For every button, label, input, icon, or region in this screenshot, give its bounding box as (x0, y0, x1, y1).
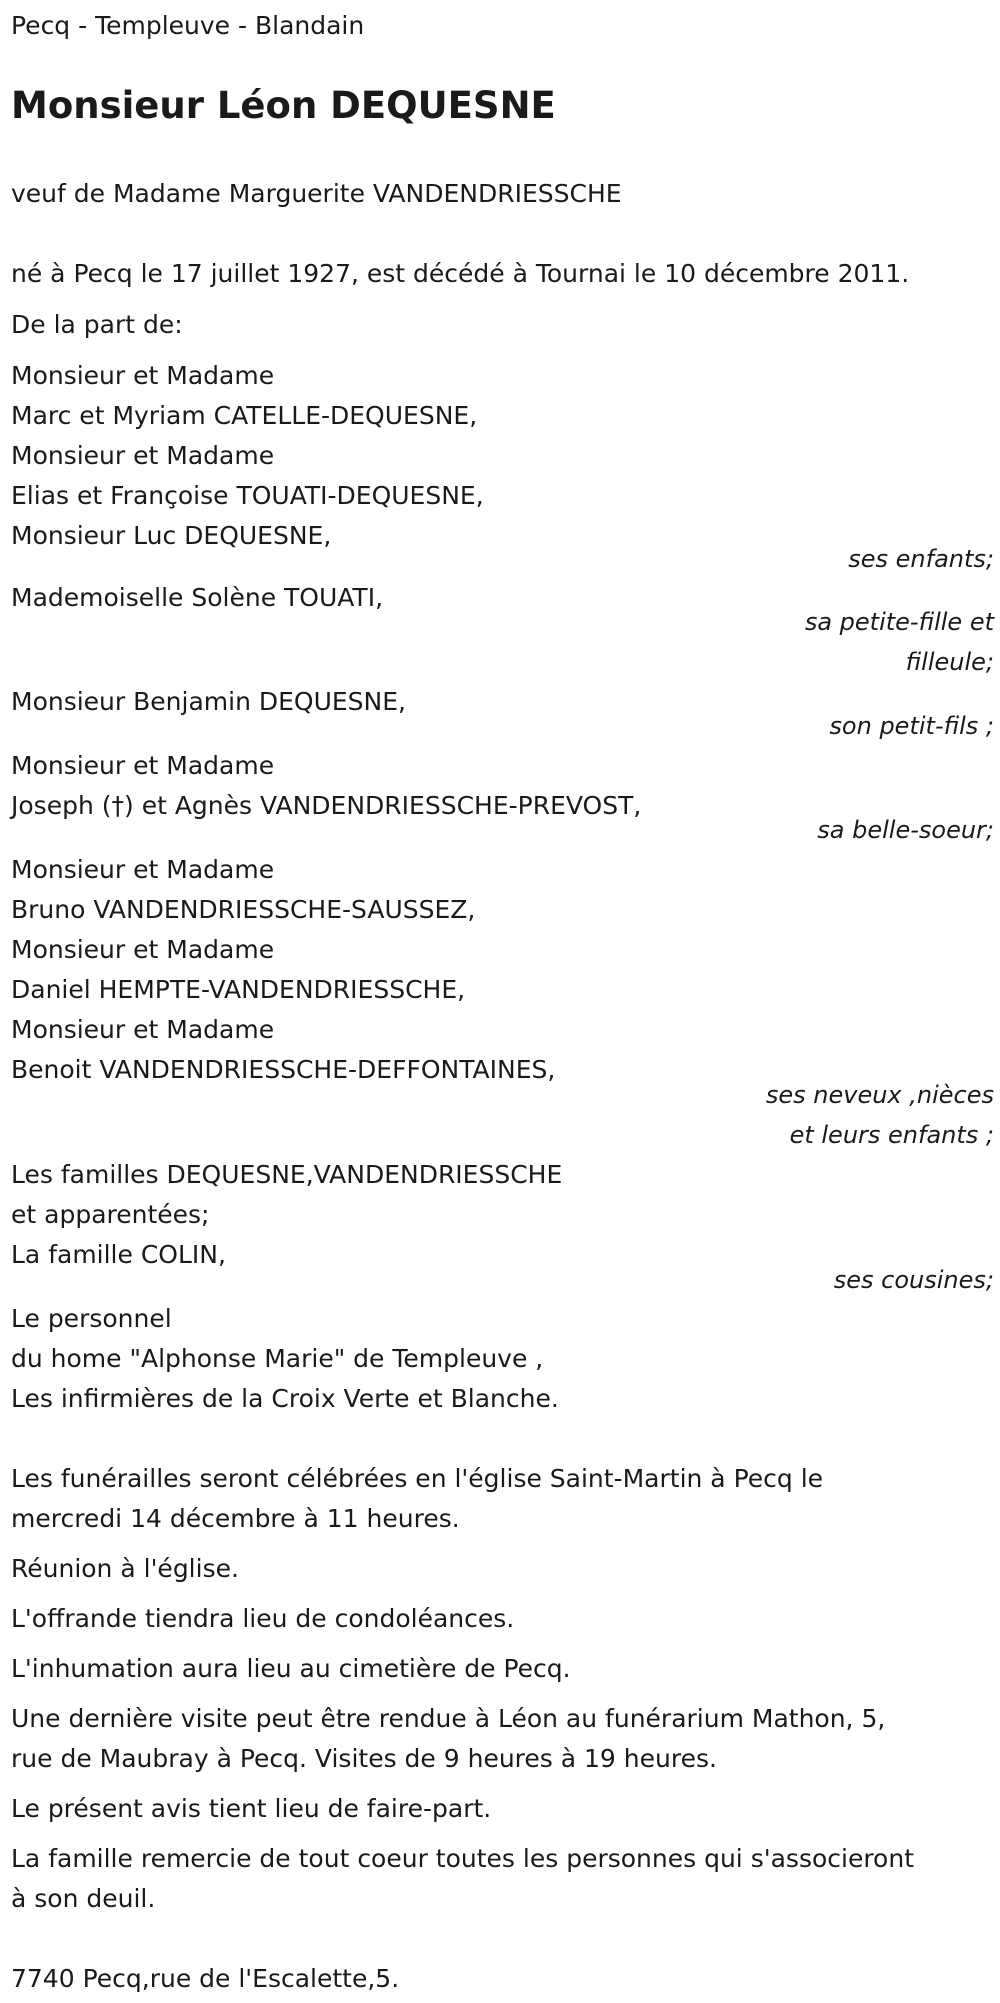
children-line: Marc et Myriam CATELLE-DEQUESNE, (11, 401, 478, 430)
grandson-line: Monsieur Benjamin DEQUESNE, (11, 687, 406, 716)
granddaughter-relation: sa petite-fille et (804, 608, 994, 636)
staff-line: Le personnel (11, 1304, 172, 1333)
funeral-line: mercredi 14 décembre à 11 heures. (11, 1504, 460, 1533)
children-relation: ses enfants; (848, 545, 994, 573)
staff-line: Les infirmières de la Croix Verte et Blanche. (11, 1384, 559, 1413)
nephews-relation: et leurs enfants ; (789, 1121, 994, 1149)
nephews-line: Monsieur et Madame (11, 855, 275, 884)
deceased-name: Monsieur Léon DEQUESNE (11, 84, 556, 127)
staff-line: du home "Alphonse Marie" de Templeuve , (11, 1344, 544, 1373)
address-line: 7740 Pecq,rue de l'Escalette,5. (11, 1964, 400, 1993)
families-line: La famille COLIN, (11, 1240, 226, 1269)
spouse-line: veuf de Madame Marguerite VANDENDRIESSCHE (11, 179, 622, 208)
visit-line: Une dernière visite peut être rendue à Léon au funérarium Mathon, 5, (11, 1704, 886, 1733)
granddaughter-relation: filleule; (905, 648, 994, 676)
nephews-line: Monsieur et Madame (11, 935, 275, 964)
families-line: et apparentées; (11, 1200, 210, 1229)
funeral-line: Les funérailles seront célébrées en l'église Saint-Martin à Pecq le (11, 1464, 824, 1493)
notice-line: Le présent avis tient lieu de faire-part. (11, 1794, 492, 1823)
families-line: Les familles DEQUESNE,VANDENDRIESSCHE (11, 1160, 563, 1189)
birth-death-line: né à Pecq le 17 juillet 1927, est décédé à Tournai le 10 décembre 2011. (11, 259, 910, 288)
from-line: De la part de: (11, 310, 183, 339)
locations-header: Pecq - Templeuve - Blandain (11, 11, 365, 40)
sister-in-law-line: Joseph (†) et Agnès VANDENDRIESSCHE-PREVOST, (11, 791, 642, 820)
thanks-line: La famille remercie de tout coeur toutes les personnes qui s'associeront (11, 1844, 915, 1873)
children-line: Monsieur Luc DEQUESNE, (11, 521, 332, 550)
burial-line: L'inhumation aura lieu au cimetière de Pecq. (11, 1654, 571, 1683)
children-line: Monsieur et Madame (11, 441, 275, 470)
sister-in-law-relation: sa belle-soeur; (817, 816, 994, 844)
nephews-relation: ses neveux ,nièces (765, 1081, 994, 1109)
meeting-line: Réunion à l'église. (11, 1554, 239, 1583)
children-line: Elias et Françoise TOUATI-DEQUESNE, (11, 481, 484, 510)
cousins-relation: ses cousines; (833, 1266, 994, 1294)
granddaughter-line: Mademoiselle Solène TOUATI, (11, 583, 384, 612)
visit-line: rue de Maubray à Pecq. Visites de 9 heures à 19 heures. (11, 1744, 717, 1773)
grandson-relation: son petit-fils ; (829, 712, 994, 740)
offering-line: L'offrande tiendra lieu de condoléances. (11, 1604, 515, 1633)
thanks-line: à son deuil. (11, 1884, 156, 1913)
nephews-line: Daniel HEMPTE-VANDENDRIESSCHE, (11, 975, 466, 1004)
nephews-line: Bruno VANDENDRIESSCHE-SAUSSEZ, (11, 895, 476, 924)
nephews-line: Monsieur et Madame (11, 1015, 275, 1044)
sister-in-law-line: Monsieur et Madame (11, 751, 275, 780)
children-line: Monsieur et Madame (11, 361, 275, 390)
nephews-line: Benoit VANDENDRIESSCHE-DEFFONTAINES, (11, 1055, 556, 1084)
